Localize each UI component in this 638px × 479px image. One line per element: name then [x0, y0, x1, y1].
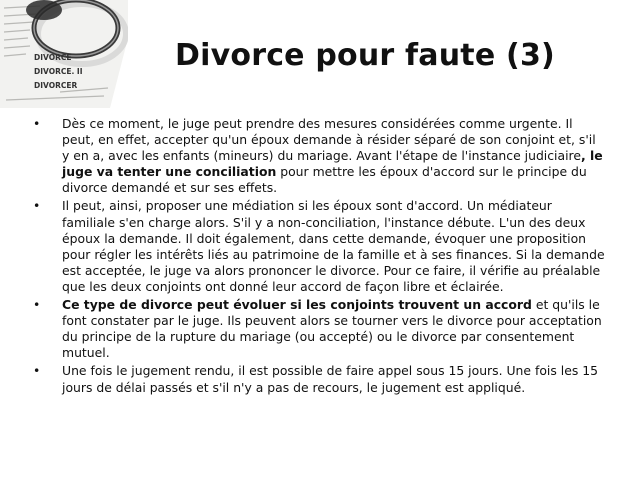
- document-with-ring-icon: [0, 0, 128, 108]
- bullet-dot-icon: •: [33, 363, 41, 379]
- bullet-text: Une fois le jugement rendu, il est possible de faire appel sous 15 jours. Une fois les 15 jours de délai passés et s'il n'y a pas de recours, le jugement est appliqué.: [62, 363, 598, 395]
- doc-word-3: DIVORCER: [34, 81, 78, 90]
- doc-word-2: DIVORCE. II: [34, 67, 83, 76]
- bullet-text: Dès ce moment, le juge peut prendre des mesures considérées comme urgente. Il peut, en effet, accepter qu'un époux demande à résider séparé de son conjoint et, s'il y en a, avec les enfants (mineurs) du mariage. Avant l'étape de l'instance judiciaire: [62, 116, 596, 164]
- slide-title: Divorce pour faute (3): [175, 38, 555, 73]
- bullet-list: [33, 116, 605, 398]
- bullet-item: [33, 116, 605, 196]
- bullet-item: [33, 198, 605, 295]
- document-with-ring-image: [0, 0, 128, 108]
- bullet-text: pour mettre les époux d'accord sur le principe du divorce demandé et sur ses effets.: [62, 164, 587, 196]
- bullet-bold-text: , le juge va tenter une conciliation: [62, 148, 603, 180]
- doc-word-1: DIVORCE: [34, 53, 72, 62]
- bullet-text: et qu'ils le font constater par le juge. Ils peuvent alors se tourner vers le divorce pour acceptation du principe de la rupture du mariage (ou accepté) ou le divorce par consentement mutuel.: [62, 297, 602, 361]
- bullet-bold-text: Ce type de divorce peut évoluer si les conjoints trouvent un accord: [62, 297, 532, 313]
- bullet-dot-icon: •: [33, 198, 41, 214]
- bullet-dot-icon: •: [33, 297, 41, 313]
- bullet-item: [33, 297, 605, 361]
- bullet-item: [33, 363, 605, 395]
- bullet-text: Il peut, ainsi, proposer une médiation si les époux sont d'accord. Un médiateur familiale s'en charge alors. S'il y a non-conciliation, l'instance débute. L'un des deux époux la demande. Il doit également, dans cette demande, évoquer une proposition pour régler les intérêts liés au patrimoine de la famille et à ses finances. Si la demande est acceptée, le juge va alors prononcer le divorce. Pour ce faire, il vérifie au préalable que les deux conjoints ont donné leur accord de façon libre et éclairée.: [62, 198, 605, 294]
- bullet-dot-icon: •: [33, 116, 41, 131]
